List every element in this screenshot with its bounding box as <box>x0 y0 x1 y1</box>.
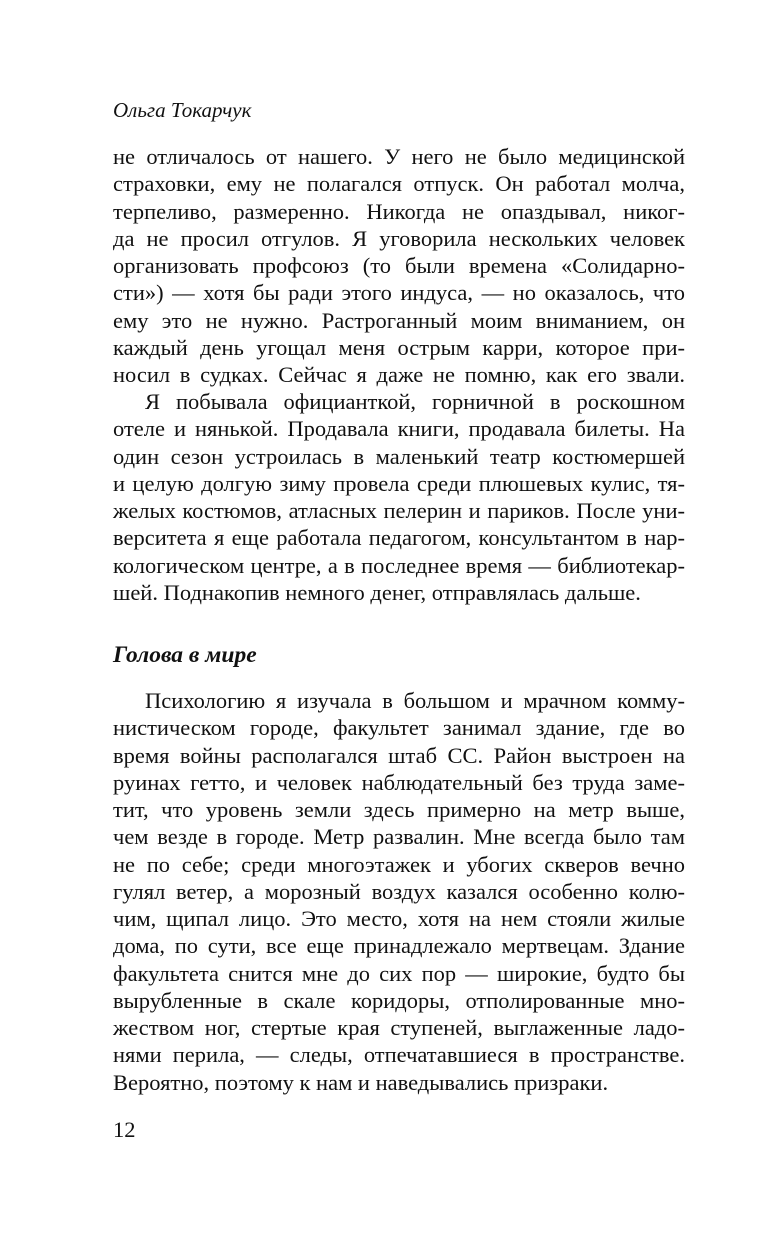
text-line: желых костюмов, атласных пелерин и париков. После уни- <box>113 498 685 523</box>
text-line-first: Я побывала официанткой, горничной в роскошном <box>145 389 685 414</box>
text-line: верситета я еще работала педагогом, консультантом в нар- <box>113 525 685 551</box>
text-line: нями перила, — следы, отпечатавшиеся в пространстве. <box>113 1042 685 1068</box>
text-line: вырубленные в скале коридоры, отполированные мно- <box>113 987 685 1013</box>
text-line: кологическом центре, а в последнее время — библиотекар- <box>113 552 685 578</box>
text-line: страховки, ему не полагался отпуск. Он работал молча, <box>113 171 685 197</box>
text-line: нистическом городе, факультет занимал здание, где во <box>113 715 685 741</box>
text-line: терпеливо, размеренно. Никогда не опаздывал, никог- <box>113 198 685 224</box>
text-line: носил в судках. Сейчас я даже не помню, как его звали. <box>113 362 685 387</box>
text-line: руинах гетто, и человек наблюдательный без труда заме- <box>113 769 685 795</box>
running-header-author: Ольга Токарчук <box>113 98 252 122</box>
text-line: не по себе; среди многоэтажек и убогих скверов вечно <box>113 851 685 877</box>
text-line-last: шей. Поднакопив немного денег, отправлялась дальше. <box>113 579 641 605</box>
text-line: организовать профсоюз (то были времена «Солидарно- <box>113 253 685 278</box>
section-paragraph <box>113 687 685 1096</box>
paragraph <box>113 388 685 606</box>
text-line-last: Вероятно, поэтому к нам и наведывались призраки. <box>113 1069 609 1095</box>
text-line: тит, что уровень земли здесь примерно на метр выше, <box>113 797 685 822</box>
text-line: один сезон устроилась в маленький театр костюмершей <box>113 443 685 469</box>
text-line: гулял ветер, а морозный воздух казался особенно колю- <box>113 878 685 904</box>
text-line: и целую долгую зиму провела среди плюшевых кулис, тя- <box>113 470 685 496</box>
text-line: не отличалось от нашего. У него не было медицинской <box>113 144 685 169</box>
text-line: время войны располагался штаб СС. Район выстроен на <box>113 742 685 768</box>
text-line: дома, по сути, все еще принадлежало мертвецам. Здание <box>113 933 685 959</box>
page-number: 12 <box>113 1117 136 1142</box>
text-line: отеле и нянькой. Продавала книги, продавала билеты. На <box>113 416 685 442</box>
text-line-first: Психологию я изучала в большом и мрачном комму- <box>145 688 685 713</box>
section-heading: Голова в мире <box>113 642 257 668</box>
text-line: жеством ног, стертые края ступеней, выглаженные ладо- <box>113 1015 685 1040</box>
text-line: каждый день угощал меня острым карри, которое при- <box>113 334 685 360</box>
text-line: факультета снится мне до сих пор — широкие, будто бы <box>113 960 685 986</box>
text-line: сти») — хотя бы ради этого индуса, — но оказалось, что <box>113 280 685 306</box>
paragraph-continuation <box>113 143 685 388</box>
text-line: чим, щипал лицо. Это место, хотя на нем стояли жилые <box>113 906 685 931</box>
text-line: ему это не нужно. Растроганный моим вниманием, он <box>113 307 685 333</box>
text-line: чем везде в городе. Метр развалин. Мне всегда было там <box>113 824 685 850</box>
text-line: да не просил отгулов. Я уговорила нескольких человек <box>113 225 685 251</box>
